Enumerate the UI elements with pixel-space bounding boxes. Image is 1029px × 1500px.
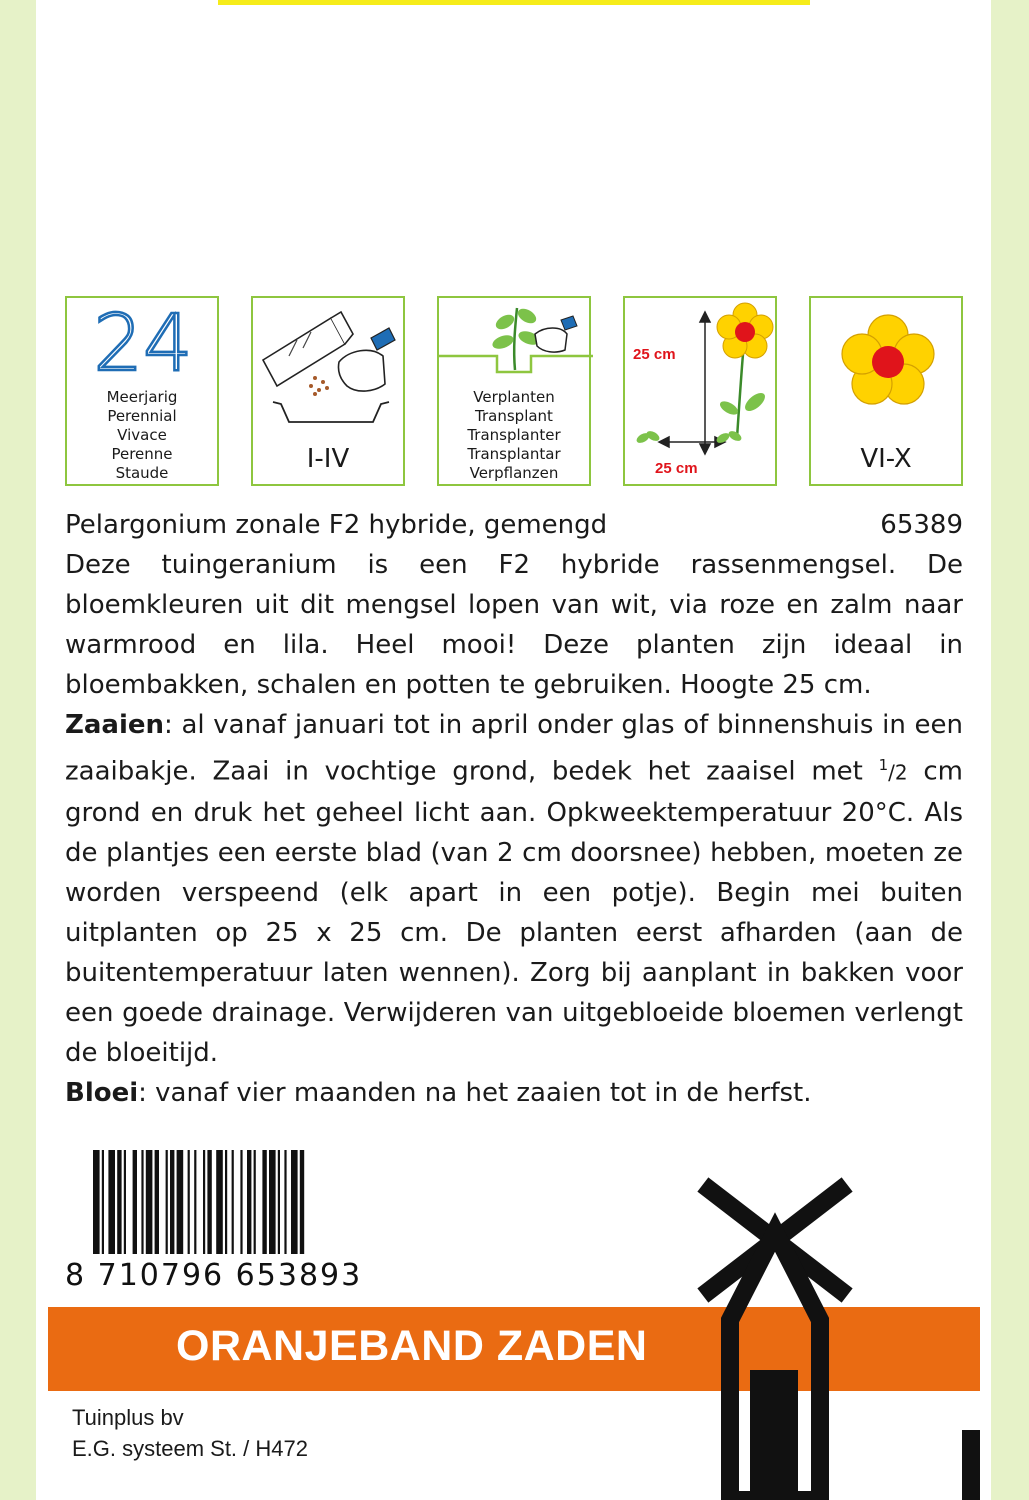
barcode-bar: [146, 1150, 153, 1254]
barcode-bar: [247, 1150, 251, 1254]
fraction-denominator: /2: [888, 760, 908, 785]
barcode-bar: [291, 1150, 298, 1254]
bloom-text: : vanaf vier maanden na het zaaien tot in de herfst.: [138, 1077, 812, 1108]
barcode-bar: [188, 1150, 190, 1254]
black-marker: [962, 1430, 980, 1500]
barcode-bar: [284, 1150, 286, 1254]
perennial-label-de: Staude: [115, 464, 169, 482]
barcode-bar: [141, 1150, 143, 1254]
sowing-label: Zaaien: [65, 710, 164, 740]
footer: [72, 1402, 308, 1464]
barcode-bar: [240, 1150, 242, 1254]
company-name: Tuinplus bv: [72, 1405, 184, 1430]
sowing-text-1: : al vanaf januari tot in april onder glas of binnenshuis in een zaaibakje. Zaai in vochtige grond, bedek het zaaisel met: [65, 710, 963, 787]
perennial-symbol: 24: [93, 299, 193, 389]
barcode-bar: [278, 1150, 280, 1254]
bloom-label: Bloei: [65, 1077, 139, 1108]
height-arrow-icon: [700, 312, 710, 454]
transplant-label-es: Transplantar: [467, 445, 561, 463]
perennial-label-fr: Vivace: [117, 426, 167, 444]
flowering-icon-box: [809, 296, 963, 486]
sowing-months: I-IV: [306, 444, 350, 474]
product-name: Pelargonium zonale F2 hybride, gemengd: [65, 510, 608, 540]
transplant-icon-box: [437, 296, 591, 486]
hand-icon: [535, 316, 577, 352]
barcode-bar: [124, 1150, 126, 1254]
product-number: 65389: [880, 510, 963, 540]
barcode-bar: [108, 1150, 115, 1254]
seed-tray-icon: [273, 402, 389, 422]
bloom-info: [65, 1073, 963, 1113]
barcode-bar: [93, 1150, 100, 1254]
transplant-label-nl: Verplanten: [473, 388, 555, 406]
perennial-icon-box: [65, 296, 219, 486]
barcode-bar: [155, 1150, 159, 1254]
spacing-icon-box: [623, 296, 777, 486]
transplant-label-fr: Transplanter: [467, 426, 561, 444]
barcode-bar: [262, 1150, 266, 1254]
description: Deze tuingeranium is een F2 hybride rassenmengsel. De bloemkleuren uit dit mengsel lopen van wit, via roze en zalm naar warmrood en lila. Heel mooi! Deze planten zijn ideaal in bloembakken, schalen en potten te gebruiken. Hoogte 25 cm.: [65, 550, 963, 700]
barcode-bar: [203, 1150, 205, 1254]
barcode-bar: [117, 1150, 121, 1254]
spacing-icon: [625, 298, 779, 488]
transplant-label-en: Transplant: [475, 407, 553, 425]
certification: E.G. systeem St. / H472: [72, 1436, 308, 1461]
fraction-numerator: 1: [878, 756, 889, 774]
barcode-bar: [216, 1150, 223, 1254]
perennial-label-nl: Meerjarig: [106, 388, 178, 406]
perennial-labels: [67, 388, 217, 483]
barcode-bar: [133, 1150, 137, 1254]
windmill-logo-icon: [690, 1170, 870, 1500]
barcode-bar: [166, 1150, 168, 1254]
sowing-text-2: cm grond en druk het geheel licht aan. Opkweektemperatuur 20°C. Als de plantjes een eerste blad (van 2 cm doorsnee) hebben, moeten ze worden verspeend (elk apart in een potje). Begin mei buiten uitplanten op 25 x 25 cm. De planten eerst afharden (aan de buitentemperatuur laten wennen). Zorg bij aanplant in bakken voor een goede drainage. Verwijderen van uitgebloeide bloemen verlengt de bloeitijd.: [65, 756, 963, 1068]
barcode-number: 8 710796 653893: [65, 1258, 363, 1293]
barcode-bar: [102, 1150, 104, 1254]
barcode-bar: [232, 1150, 234, 1254]
top-yellow-band: [218, 0, 810, 5]
transplant-label-de: Verpflanzen: [469, 464, 559, 482]
barcode-bar: [300, 1150, 304, 1254]
flowering-months: VI-X: [860, 444, 912, 474]
brand-name: ORANJEBAND ZADEN: [176, 1322, 648, 1370]
flower-icon: [717, 303, 773, 438]
barcode-bar: [170, 1150, 174, 1254]
barcode-bar: [194, 1150, 196, 1254]
barcode-icon: [65, 1150, 415, 1258]
barcode-bar: [225, 1150, 227, 1254]
barcode-bar: [254, 1150, 256, 1254]
barcode-bar: [207, 1150, 211, 1254]
width-arrow-icon: [659, 437, 725, 447]
sowing-instructions: [65, 705, 963, 1073]
spacing-width: 25 cm: [655, 460, 698, 477]
sowing-icon-box: [251, 296, 405, 486]
seeds-icon: [309, 376, 329, 396]
product-title-row: [65, 505, 963, 545]
spacing-height: 25 cm: [633, 346, 676, 363]
packet-text: [65, 545, 963, 1113]
perennial-label-es: Perenne: [111, 445, 173, 463]
barcode-bar: [177, 1150, 184, 1254]
perennial-label-en: Perennial: [107, 407, 177, 425]
barcode-bar: [269, 1150, 276, 1254]
transplant-labels: [439, 388, 589, 483]
